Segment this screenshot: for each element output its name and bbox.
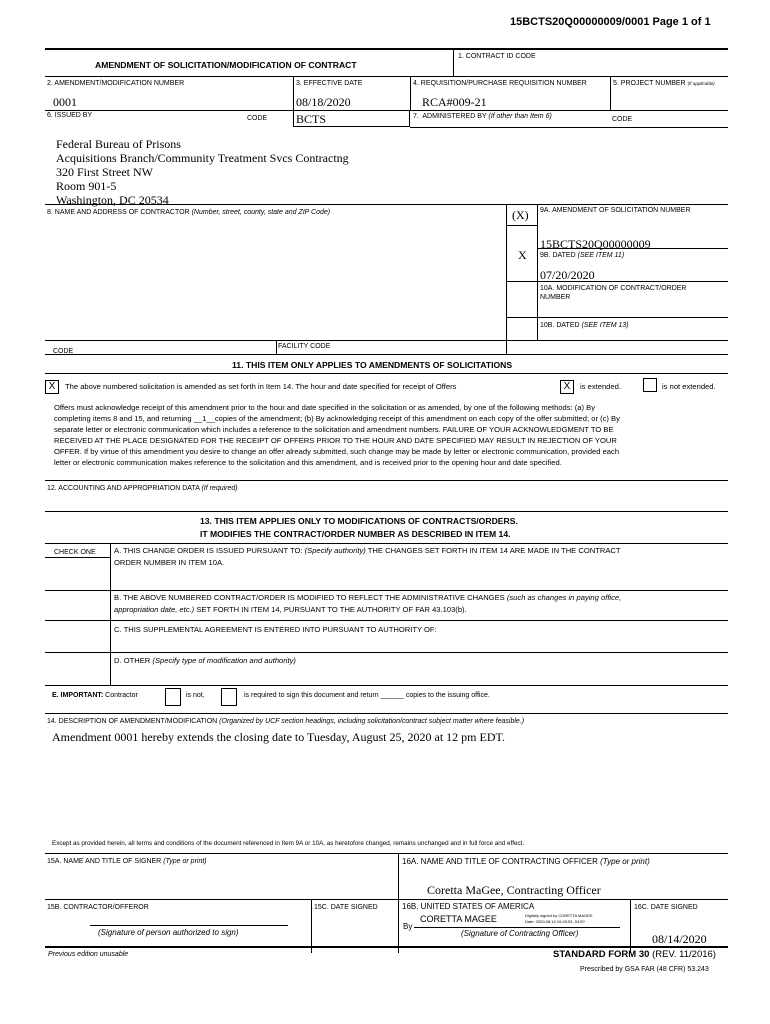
date-signed-16c-value: 08/14/2020 (652, 932, 707, 946)
contracting-officer-value: Coretta MaGee, Contracting Officer (427, 883, 601, 897)
item11-para-5: OFFER. If by virtue of this amendment you desire to change an offer already submitted, such change may be made by letter or electronic communication, provided each (54, 447, 620, 456)
date-signed-16c-label: 16C. DATE SIGNED (634, 904, 698, 911)
project-number-note: (If applicable) (687, 81, 715, 86)
important-label (52, 692, 138, 699)
except-text: Except as provided herein, all terms and conditions of the document referenced in Item 9A or 10A, as heretofore changed, remains unchanged and in full force and effect. (52, 840, 525, 847)
contracting-officer-label (402, 857, 650, 866)
accounting-data-label (47, 484, 238, 493)
dated-9b-text: 9B. DATED (540, 252, 576, 259)
item13-title-2: IT MODIFIES THE CONTRACT/ORDER NUMBER AS DESCRIBED IN ITEM 14. (200, 529, 511, 539)
previous-edition-note: Previous edition unusable (48, 951, 129, 958)
date-signed-15c-label: 15C. DATE SIGNED (314, 904, 378, 911)
solicitation-amended-checkbox[interactable]: X (45, 380, 59, 394)
project-number-label (613, 79, 715, 88)
by-label: By (403, 922, 413, 931)
facility-code-label: FACILITY CODE (278, 343, 331, 350)
amendment-x-mark: (X) (512, 208, 529, 222)
item11-para-1: Offers must acknowledge receipt of this amendment prior to the hour and date specified in the solicitation or as amended, by one of the following methods: (a) By (54, 403, 596, 412)
issued-by-address-1: Federal Bureau of Prisons (56, 137, 181, 151)
item13-b-note-2: appropriation date, etc.) (114, 605, 195, 614)
amendment-check[interactable]: X (518, 248, 527, 262)
requisition-number-value: RCA#009-21 (422, 95, 487, 109)
issued-by-code-value: BCTS (296, 112, 327, 126)
contracting-officer-text: 16A. NAME AND TITLE OF CONTRACTING OFFICER (402, 857, 598, 866)
contractor-code-label: CODE (53, 348, 74, 355)
item13-a-line-1 (114, 546, 621, 555)
dated-9b-value: 07/20/2020 (540, 268, 595, 282)
item13-title-1: 13. THIS ITEM APPLIES ONLY TO MODIFICATIONS OF CONTRACTS/ORDERS. (200, 516, 518, 526)
item13-b-line-1 (114, 593, 621, 602)
item13-d-note: (Specify type of modification and authority) (152, 656, 296, 665)
issued-by-address-2: Acquisitions Branch/Community Treatment Svcs Contractng (56, 151, 349, 165)
accounting-data-text: 12. ACCOUNTING AND APPROPRIATION DATA (47, 485, 200, 492)
page-header: 15BCTS20Q00000009/0001 Page 1 of 1 (510, 16, 711, 28)
item13-a-text: A. THIS CHANGE ORDER IS ISSUED PURSUANT TO: (114, 546, 303, 555)
issued-by-label: 6. ISSUED BY (47, 112, 93, 119)
digital-sign-line-1: Digitally signed by CORETTA MAGEE (525, 913, 593, 918)
is-required-label: is required to sign this document and return ______ copies to the issuing office. (244, 692, 490, 699)
digital-sign-line-2: Date: 2020.08.14 10:26:53 -04'00' (525, 919, 586, 924)
top-rule (45, 48, 728, 50)
standard-form-rev: (REV. 11/2016) (652, 949, 716, 960)
is-extended-label: is extended. (580, 382, 621, 391)
dated-9b-label (540, 251, 624, 260)
amendment-number-value: 0001 (53, 95, 77, 109)
item13-b-text-2: SET FORTH IN ITEM 14, PURSUANT TO THE AUTHORITY OF FAR 43.103(b). (196, 605, 467, 614)
form-title: AMENDMENT OF SOLICITATION/MODIFICATION OF CONTRACT (95, 60, 357, 70)
standard-form-label (553, 949, 716, 960)
administered-by-label (413, 112, 552, 121)
contractor-label-text: 8. NAME AND ADDRESS OF CONTRACTOR (47, 209, 190, 216)
dated-10b-label (540, 321, 629, 330)
item13-b-note-1: (such as changes in paying office, (506, 593, 622, 602)
dated-10b-text: 10B. DATED (540, 322, 580, 329)
contracting-officer-note: (Type or print) (600, 857, 650, 866)
solicitation-number-value: 15BCTS20Q00000009 (540, 237, 651, 251)
modification-10a-label-1: 10A. MODIFICATION OF CONTRACT/ORDER (540, 285, 687, 292)
item13-b-line-2 (114, 605, 467, 614)
item11-para-6: letter or electronic communication makes reference to the solicitation and this amendment, and is received prior to the opening hour and date specified. (54, 458, 562, 467)
is-not-checkbox[interactable] (165, 688, 181, 706)
description-note: (Organized by UCF section headings, including solicitation/contract subject matter where feasible.) (219, 718, 525, 725)
requisition-number-label: 4. REQUISITION/PURCHASE REQUISITION NUMBER (413, 80, 587, 87)
item13-d-text: D. OTHER (114, 656, 151, 665)
modification-10a-label-2: NUMBER (540, 294, 571, 301)
not-extended-checkbox[interactable] (643, 378, 657, 392)
issued-by-address-5: Washington, DC 20534 (56, 193, 169, 207)
standard-form-name: STANDARD FORM 30 (553, 949, 650, 960)
contract-id-code-label: 1. CONTRACT ID CODE (458, 53, 536, 60)
description-value: Amendment 0001 hereby extends the closing date to Tuesday, August 25, 2020 at 12 pm EDT. (52, 730, 505, 744)
signer-name-note: (Type or print) (163, 858, 207, 865)
contractor-label-note: (Number, street, county, state and ZIP Code) (191, 209, 331, 216)
not-extended-label: is not extended. (662, 382, 716, 391)
contractor-label (47, 208, 330, 217)
item11-text: The above numbered solicitation is amended as set forth in Item 14. The hour and date specified for receipt of Offers (65, 382, 457, 391)
item11-title: 11. THIS ITEM ONLY APPLIES TO AMENDMENTS OF SOLICITATIONS (232, 360, 513, 370)
signer-name-text: 15A. NAME AND TITLE OF SIGNER (47, 858, 162, 865)
is-extended-checkbox[interactable]: X (560, 380, 574, 394)
dated-10b-note: (SEE ITEM 13) (581, 322, 629, 329)
item11-para-2: completing items 8 and 15, and returning __1__copies of the amendment; (b) By acknowledging receipt of this amendment on each copy of the offer submitted; or (c) By (54, 414, 620, 423)
item13-d (114, 656, 296, 665)
prescribed-by: Prescribed by GSA FAR (48 CFR) 53.243 (580, 966, 709, 973)
effective-date-value: 08/18/2020 (296, 95, 351, 109)
us-america-label: 16B. UNITED STATES OF AMERICA (402, 902, 535, 911)
issued-by-address-4: Room 901-5 (56, 179, 117, 193)
officer-signature-caption: (Signature of Contracting Officer) (461, 929, 579, 938)
amendment-number-label: 2. AMENDMENT/MODIFICATION NUMBER (47, 80, 185, 87)
important-text: E. IMPORTANT: (52, 692, 104, 699)
item13-c: C. THIS SUPPLEMENTAL AGREEMENT IS ENTERED INTO PURSUANT TO AUTHORITY OF: (114, 625, 437, 634)
item13-b-text: B. THE ABOVE NUMBERED CONTRACT/ORDER IS MODIFIED TO REFLECT THE ADMINISTRATIVE CHANGES (114, 593, 505, 602)
description-label (47, 717, 524, 726)
contractor-signature-caption: (Signature of person authorized to sign) (98, 928, 239, 937)
check-one-label: CHECK ONE (54, 549, 96, 556)
item11-para-4: RECEIVED AT THE PLACE DESIGNATED FOR THE RECEIPT OF OFFERS PRIOR TO THE HOUR AND DATE SPECIFIED MAY RESULT IN REJECTION OF YOUR (54, 436, 617, 445)
item11-para-3: separate letter or electronic communication which includes a reference to the solicitation and amendment numbers. FAILURE OF YOUR ACKNOWLEDGMENT TO BE (54, 425, 614, 434)
is-required-checkbox[interactable] (221, 688, 237, 706)
signer-signature-name: CORETTA MAGEE (420, 914, 497, 924)
item13-a-note: (Specify authority) (304, 546, 366, 555)
issued-by-address-3: 320 First Street NW (56, 165, 153, 179)
signer-name-label (47, 857, 207, 866)
administered-by-note: (If other than Item 6) (488, 113, 552, 120)
is-not-label: is not, (186, 692, 205, 699)
issued-by-code-label: CODE (247, 115, 268, 122)
project-number-text: 5. PROJECT NUMBER (613, 80, 686, 87)
solicitation-number-label: 9A. AMENDMENT OF SOLICITATION NUMBER (540, 207, 691, 214)
description-text-label: 14. DESCRIPTION OF AMENDMENT/MODIFICATION (47, 718, 218, 725)
contractor-offeror-label: 15B. CONTRACTOR/OFFEROR (47, 904, 149, 911)
accounting-data-note: (If required) (201, 485, 238, 492)
effective-date-label: 3. EFFECTIVE DATE (296, 80, 363, 87)
administered-by-text: ADMINISTERED BY (422, 113, 487, 120)
administered-by-num: 7. (413, 113, 419, 120)
item13-a-text-2: THE CHANGES SET FORTH IN ITEM 14 ARE MADE IN THE CONTRACT (367, 546, 621, 555)
administered-by-code-label: CODE (612, 116, 633, 123)
item13-a-line-2: ORDER NUMBER IN ITEM 10A. (114, 558, 225, 567)
dated-9b-note: (SEE ITEM 11) (577, 252, 625, 259)
important-contractor: Contractor (105, 692, 138, 699)
